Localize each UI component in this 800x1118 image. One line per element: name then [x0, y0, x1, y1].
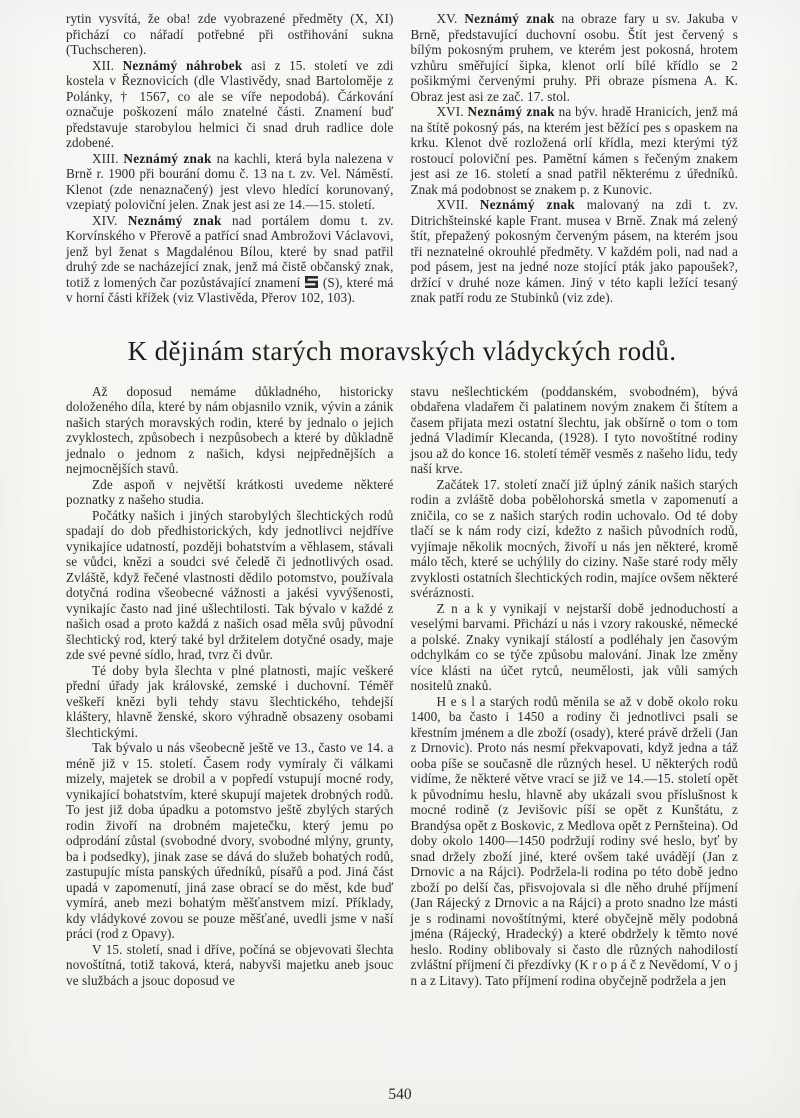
paragraph-text: na kachli, která byla nalezena v Brně r. 1900 při bourání domu č. 13 na t. zv. Vel. Náměstí. Klenot (zde nenaznačený) jest vlevo hledící korunovaný, vzepiatý poloviční jelen. Znak jest asi ze 14.—15. století. — [66, 150, 394, 212]
paragraph-xii — [66, 58, 394, 151]
article-body — [66, 384, 738, 989]
paragraph: Začátek 17. století značí již úplný zánik našich starých rodin a zvláště doba pobělohorská smetla v zapomenutí a zničila, co se z našich starých rodin uchovalo. Od té doby tlačí se k nám rody cizí, kdežto z našich původních rodů, vyjímaje několik mocných, živoří u nás jen některé, kromě málo těch, které se uchýlily do ciziny. Naše staré rody měly zvyklosti ostatních šlechtických rodin, majíce ovšem některé svéráznosti. — [410, 476, 738, 600]
paragraph-numeral: XIII. — [92, 150, 124, 166]
paragraph: V 15. století, snad i dříve, počíná se objevovati šlechta novoštítná, totiž taková, která, nabyvši majetku aneb jsouc ve službách a jsouc doposud ve — [66, 941, 394, 988]
paragraph: Tak bývalo u nás všeobecně ještě ve 13., často ve 14. a méně již v 15. století. Časem rody vymíraly či válkami mizely, majetek se drobil a v popředí vstupují mocné rody, vynikající bohatstvím, které skupují majetek drobných rodů. To jest již doba úpadku a potomstvo ještě zbylých starých rodin živoří na drobném majetečku, který jemu po odprodání zůstal (svobodné dvory, svobodné mlýny, grunty, ba i podsedky), jinak zase se dává do služeb bohatých rodů, zastupujíc místa panských úředníků, písařů a pod. Jiná část upadá v zapomenutí, jiná zase obrací se do měst, kde buď vymírá, aneb mezi bohatým měšťanstvem mizí. Příklady, kdy vládykové zovou se pouze měšťané, uvedli jsme v naší práci (rod z Opavy). — [66, 740, 394, 941]
article-right-column — [411, 384, 739, 989]
paragraph-continuation: stavu nešlechtickém (poddanském, svobodném), bývá obdařena vladařem či palatinem novým znakem či štítem a časem přijata mezi ostatní šlechtu, jak obšírně o tom o tom jedná Vladimír Klecanda, (1928). I tyto novoštítné rodiny jsou až do konce 16. století téměř vesměs z našeho lidu, tedy naší krve. — [410, 383, 738, 476]
paragraph-text: nad portálem domu t. zv. Korvínského v Přerově a patřící snad Ambrožovi Václavovi, jenž byl ženat s Magdalénou Bílou, které by snad patřil druhý zde se nacházející znak, jenž má čistě občanský znak, totiž z lomených čar pozůstávající znamení — [66, 212, 394, 290]
paragraph-lead-bold: Neznámý znak — [123, 150, 212, 166]
paragraph-text: malovaný na zdi t. zv. Ditrichšteinské kaple Frant. musea v Brně. Znak má zelený štít, přepažený pokosným červeným pásem, na kterém jsou tři neznatelné okrouhlé předměty. V každém poli, nad nad a pod pásem, jest na jedné noze stojící pták jako papoušek?, držící v druhé noze kámen. Jiný v této kapli ležící tesaný znak patří rodu ze Stubinků (viz zde). — [410, 197, 738, 305]
paragraph-text: rytin vysvítá, že oba! zde vyobrazené předměty (X, XI) přichází co nářadí potřebné při ostřihování sukna (Tuchscheren). — [66, 11, 394, 57]
top-left-column — [66, 11, 394, 306]
paragraph: Té doby byla šlechta v plné platnosti, majíc veškeré přední úřady jak královské, zemské i duchovní. Téměř veškeří knězi byli tehdy stavu šlechtického, tehdejší kláštery, hlavně ženské, skoro výhradně obsazeny osobami šlechtickými. — [66, 662, 394, 740]
paragraph-continuation — [66, 11, 394, 58]
paragraph: Z n a k y vynikají v nejstarší době jednoduchostí a veselými barvami. Přichází u nás i vzory rakouské, německé a polské. Znaky vynikají stálostí a podléhaly jen časovým odchylkám co se týče způsobu malování. Jinak lze změny více klásti na účet rytců, neumělosti, jak vůli samých nositelů znaků. — [410, 600, 738, 693]
paragraph-lead-bold: Neznámý náhrobek — [122, 57, 243, 73]
paragraph-lead-bold: Neznámý znak — [127, 212, 222, 228]
paragraph-lead-bold: Neznámý znak — [467, 104, 555, 119]
paragraph-xvii — [411, 197, 739, 306]
paragraph-text: asi z 15. století ve zdi kostela v Řeznovicích (dle Vlastivědy, snad Bartoloměje z Polánky, † 1567, co ale se víře nepodobá). Čárkování označuje poškození málo znatelné části. Znamení buď představuje starobylou helmici či snad druh radlice dole zdobené. — [66, 57, 394, 150]
paragraph-xv — [411, 11, 739, 104]
paragraph-numeral: XIV. — [92, 212, 128, 228]
page-number: 540 — [388, 1086, 412, 1103]
paragraph: Zde aspoň v největší krátkosti uvedeme některé poznatky z našeho studia. — [66, 476, 394, 507]
paragraph-xiii — [66, 151, 394, 213]
paragraph: Až doposud nemáme důkladného, historicky doloženého díla, které by nám objasnilo vznik, vývin a zánik našich starých moravských rodin, které by jednalo o jejich zvyklostech, způsobech i nezpůsobech a které by důkladně jednalo o jednom z našich, kdysi nejpřednějších a nejmocnějších stavů. — [66, 383, 394, 476]
paragraph: Počátky našich i jiných starobylých šlechtických rodů spadají do dob předhistorických, kdy jednotlivci nejdříve vynikajíce udatností, později bohatstvím a věhlasem, stávali se vůdci, knězi a soudci své čeledě či jednotlivých osad. Zvláště, když řečené vlastnosti dědilo potomstvo, používala dotyčná rodina všeobecné vážnosti a jakési vyvýšenosti, vynikajíc často nad jiné ušlechtilosti. Tak bývalo v každé z našich osad a proto každá z našich osad měla svůj původní šlechtický rod, který také byl držitelem dotyčné osady, maje zde své pevné sídlo, hrad, tvrz či dvůr. — [66, 507, 394, 662]
top-right-column — [411, 11, 739, 306]
top-section — [66, 11, 738, 306]
paragraph-text: na obraze fary u sv. Jakuba v Brně, představující duchovní osobu. Štít jest červený s bílým pokosným pruhem, ve kterém jest pokosná, hrotem vzhůru směřující šipka, klenot orlí bílé křídlo se 2 pošikmými červenými pruhy. Při obraze písmena A. K. Obraz jest asi ze zač. 17. stol. — [410, 11, 739, 104]
paragraph-numeral: XII. — [92, 57, 123, 73]
paragraph: H e s l a starých rodů měnila se až v době okolo roku 1400, ba často i 1450 a rodiny či jednotlivci psali se křestním jménem a dle zboží (osady), které právě drželi (Jan z Drnovic). Proto nás nesmí překvapovati, když jedna a táž ooba píše se současně dle různých hesel. U některých rodů vidíme, že některé větve vrací se již ve 14.—15. století opět k původnímu heslu, hlavně aby ukázali svou příslušnost k mocné rodině (z Jevišovic píší se opět z Kunštátu, z Brandýsa opět z Boskovic, z Medlova opět z Pernšteina). Od doby okolo 1400—1450 podržují rodiny své heslo, byť by snad držely zboží jiné, které ovšem také uvádějí (Jan z Drnovic a na Rájci). Podržela-li rodina po této době jedno zboží po delší čas, přisvojovala si dle něho druhé příjmení (Jan Rájecký z Drnovic a na Rájci) a proto snadno lze másti je s rodinami novoštítnými, které obyčejně měly podobná jména (Rájecký, Hradecký) a které obdržely k těmto nové heslo. Rodiny oblibovaly si často dle různých nahodilostí zvláštní příjmení či přezdívky (K r o p á č z Nevědomí, V o j n a z Litavy). Tato příjmení rodina obyčejně podržela a jen — [410, 693, 738, 988]
paragraph-lead-bold: Neznámý znak — [479, 197, 575, 212]
paragraph-xvi — [411, 104, 739, 197]
article-title: K dějinám starých moravských vládyckých rodů. — [127, 335, 677, 366]
angular-s-glyph — [305, 276, 318, 288]
article-left-column — [66, 384, 394, 989]
paragraph-numeral: XV. — [436, 11, 465, 26]
paragraph-xiv — [66, 213, 394, 306]
paragraph-lead-bold: Neznámý znak — [464, 11, 555, 26]
paragraph-numeral: XVI. — [436, 104, 468, 119]
paragraph-text: (S), které má v horní části křížek (viz Vlastivěda, Přerov 102, 103). — [66, 274, 394, 305]
paragraph-text: na býv. hradě Hranicích, jenž má na štítě pokosný pás, na kterém jest běžící pes s opaskem na krku. Klenot dvě rozložená orlí křídla, mezi kterými týž rostoucí poloviční pes. Pamětní kámen s řečeným znakem jest asi ze 16. století a snad patřil některému z úředníků. Znak má podobnost se znakem p. z Kunovic. — [410, 104, 738, 197]
paragraph-numeral: XVII. — [436, 197, 480, 212]
